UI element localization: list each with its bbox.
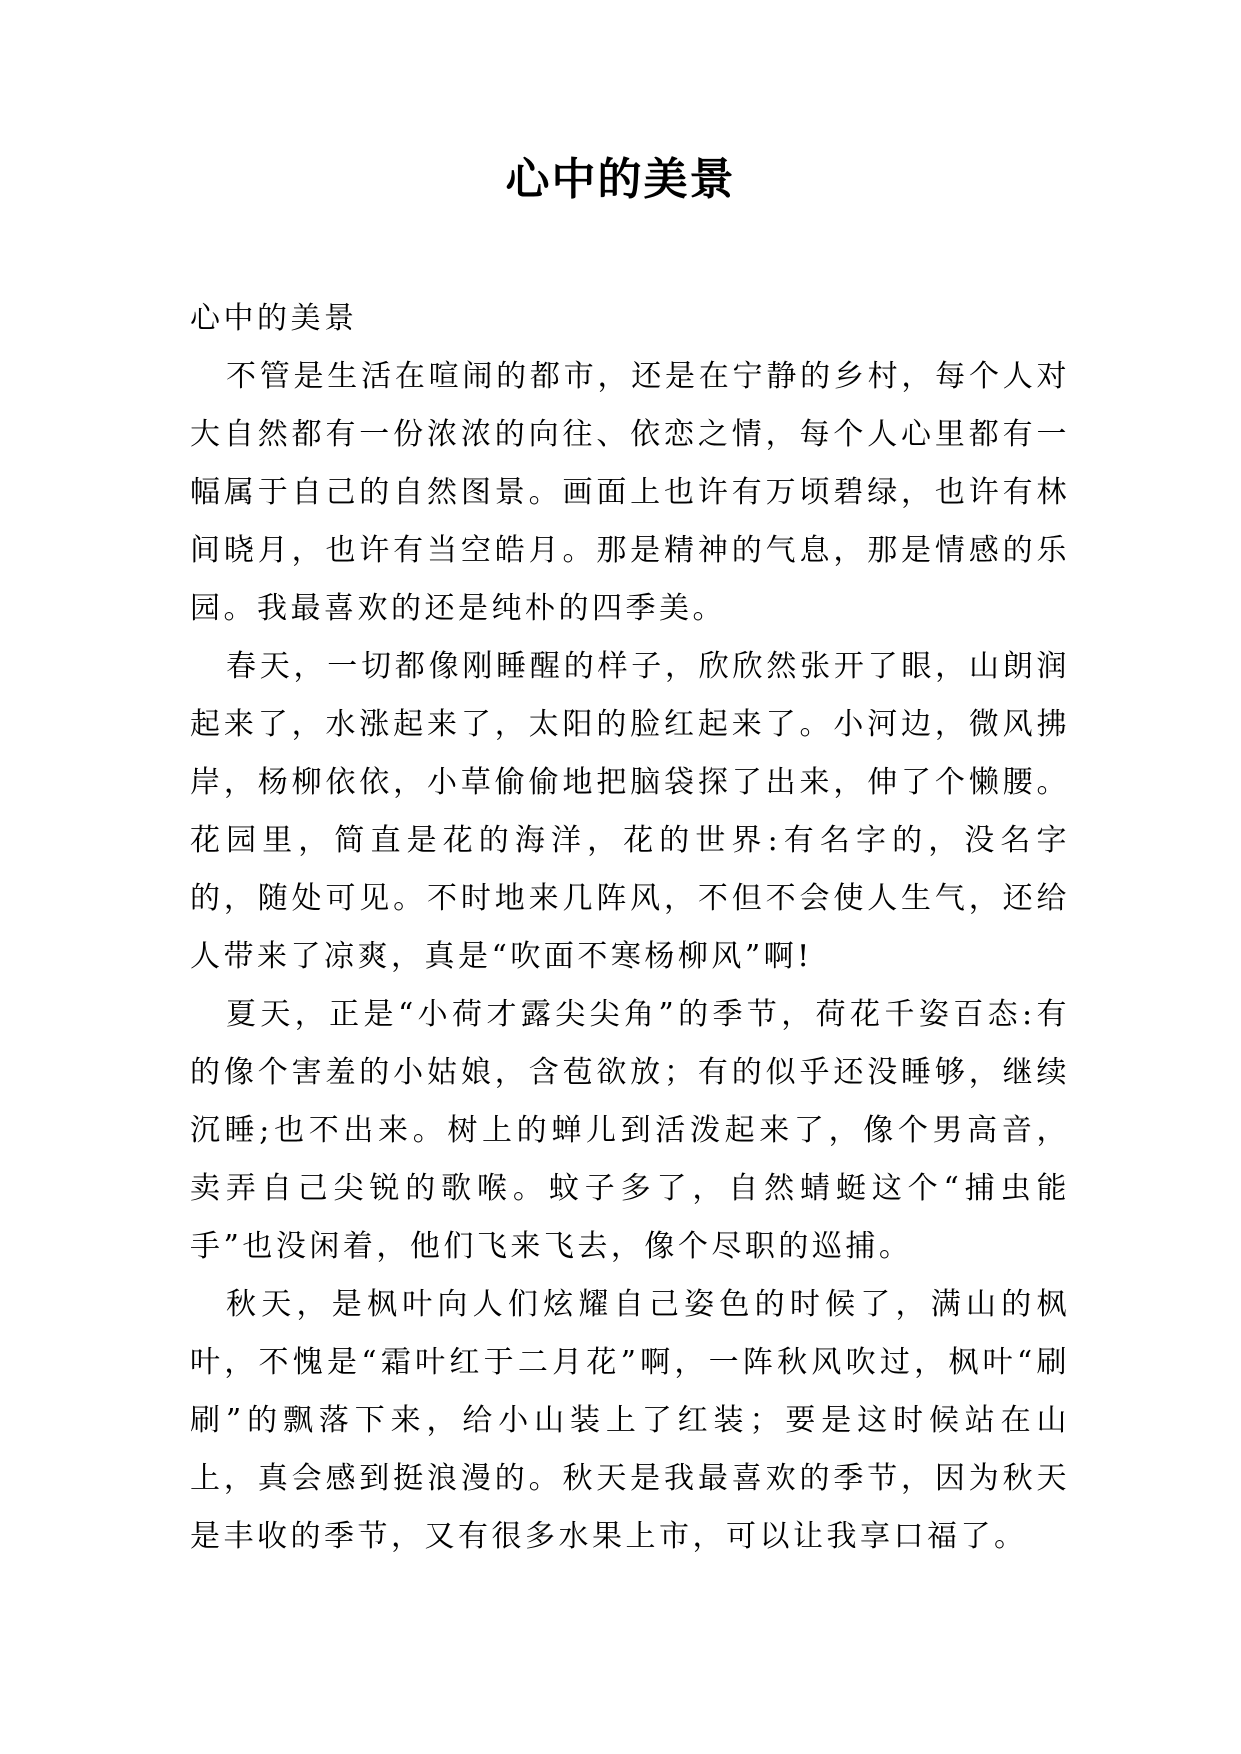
document-body — [190, 290, 1070, 1566]
paragraph-spring: 春天，一切都像刚睡醒的样子，欣欣然张开了眼，山朗润起来了，水涨起来了，太阳的脸红起来了。小河边，微风拂岸，杨柳依依，小草偷偷地把脑袋探了出来，伸了个懒腰。花园里，简直是花的海洋，花的世界:有名字的，没名字的，随处可见。不时地来几阵风，不但不会使人生气，还给人带来了凉爽，真是“吹面不寒杨柳风”啊! — [190, 649, 1070, 974]
document-subtitle: 心中的美景 — [190, 301, 358, 336]
document-title: 心中的美景 — [505, 154, 736, 205]
paragraph-autumn: 秋天，是枫叶向人们炫耀自己姿色的时候了，满山的枫叶，不愧是“霜叶红于二月花”啊，一阵秋风吹过，枫叶“刷刷”的飘落下来，给小山装上了红装；要是这时候站在山上，真会感到挺浪漫的。秋天是我最喜欢的季节，因为秋天是丰收的季节，又有很多水果上市，可以让我享口福了。 — [190, 1287, 1070, 1554]
paragraph-summer: 夏天，正是“小荷才露尖尖角”的季节，荷花千姿百态:有的像个害羞的小姑娘，含苞欲放；有的似乎还没睡够，继续沉睡;也不出来。树上的蝉儿到活泼起来了，像个男高音，卖弄自己尖锐的歌喉。蚊子多了，自然蜻蜓这个“捕虫能手”也没闲着，他们飞来飞去，像个尽职的巡捕。 — [190, 997, 1070, 1264]
paragraph-intro: 不管是生活在喧闹的都市，还是在宁静的乡村，每个人对大自然都有一份浓浓的向往、依恋之情，每个人心里都有一幅属于自己的自然图景。画面上也许有万顷碧绿，也许有林间晓月，也许有当空皓月。那是精神的气息，那是情感的乐园。我最喜欢的还是纯朴的四季美。 — [190, 359, 1070, 626]
